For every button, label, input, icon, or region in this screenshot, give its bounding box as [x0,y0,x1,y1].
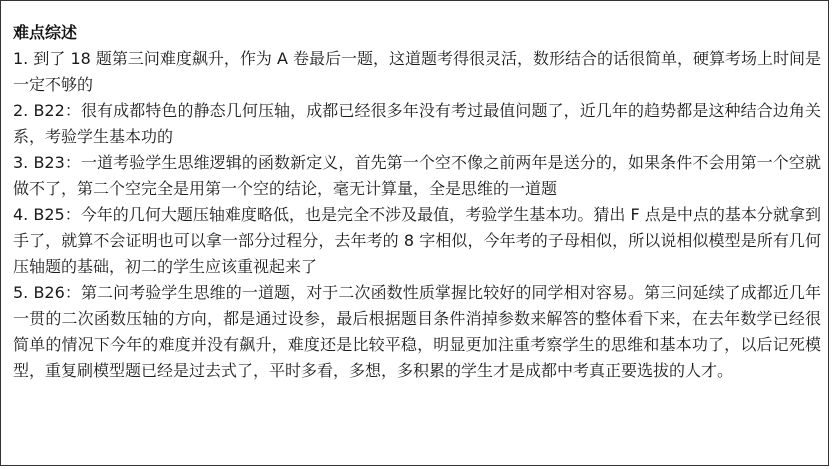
list-item-3: 3. B23：一道考验学生思维逻辑的函数新定义，首先第一个空不像之前两年是送分的，如果条件不会用第一个空就做不了，第二个空完全是用第一个空的结论，毫无计算量，全是思维的一道题 [13,153,821,198]
list-item-4: 4. B25：今年的几何大题压轴难度略低，也是完全不涉及最值，考验学生基本功。猜出 F 点是中点的基本分就拿到手了，就算不会证明也可以拿一部分过程分，去年考的 8 字相似，今年考的子母相似，所以说相似模型是所有几何压轴题的基础，初二的学生应该重视起来了 [13,205,821,276]
document-content [13,20,821,384]
section-title: 难点综述 [13,23,78,42]
list-item-1: 1. 到了 18 题第三问难度飙升，作为 A 卷最后一题，这道题考得很灵活，数形结合的话很简单，硬算考场上时间是一定不够的 [13,49,822,94]
list-item-5: 5. B26：第二问考验学生思维的一道题，对于二次函数性质掌握比较好的同学相对容易。第三问延续了成都近几年一贯的二次函数压轴的方向，都是通过设参，最后根据题目条件消掉参数来解答的整体看下来，在去年数学已经很简单的情况下今年的难度并没有飙升，难度还是比较平稳，明显更加注重考察学生的思维和基本功了，以后记死模型，重复刷模型题已经是过去式了，平时多看，多想，多积累的学生才是成都中考真正要选拔的人才。 [13,283,821,380]
list-item-2: 2. B22：很有成都特色的静态几何压轴，成都已经很多年没有考过最值问题了，近几年的趋势都是这种结合边角关系，考验学生基本功的 [13,101,821,146]
